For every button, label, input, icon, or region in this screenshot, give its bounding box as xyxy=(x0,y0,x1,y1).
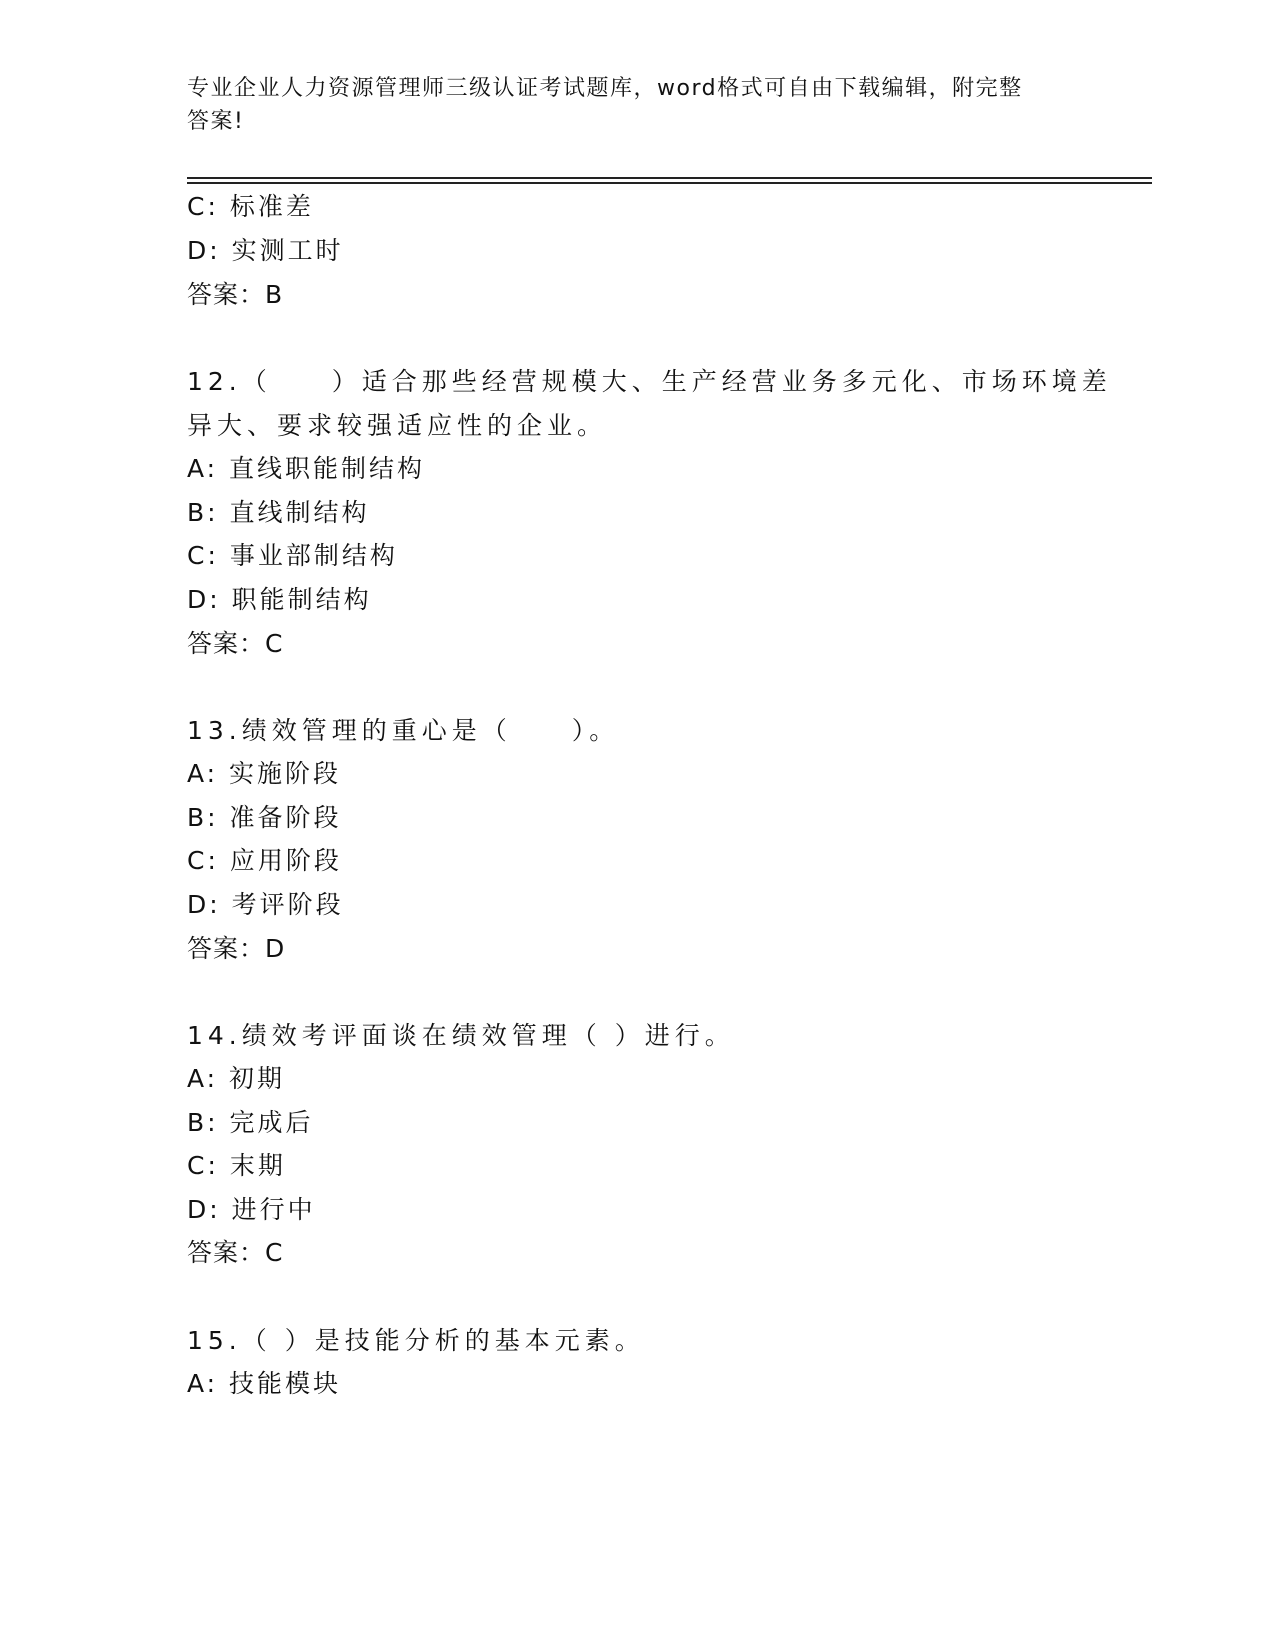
q14-option-d: D: 进行中 xyxy=(187,1195,316,1224)
q14-answer: 答案：C xyxy=(187,1238,284,1267)
q12-option-b: B: 直线制结构 xyxy=(187,498,370,527)
q13-option-c: C: 应用阶段 xyxy=(187,846,342,875)
header-line-1: 专业企业人力资源管理师三级认证考试题库，word格式可自由下载编辑，附完整 xyxy=(187,76,1023,101)
q14-stem: 14.绩效考评面谈在绩效管理（ ）进行。 xyxy=(187,1021,735,1050)
q13-stem: 13.绩效管理的重心是（ ）。 xyxy=(187,716,620,745)
q15-option-a: A: 技能模块 xyxy=(187,1369,342,1398)
q12-answer: 答案：C xyxy=(187,629,284,658)
q12-option-a: A: 直线职能制结构 xyxy=(187,454,426,483)
q14-option-a: A: 初期 xyxy=(187,1064,286,1093)
q13-option-d: D: 考评阶段 xyxy=(187,890,344,919)
q11-answer: 答案：B xyxy=(187,280,284,309)
header-line-2: 答案! xyxy=(187,109,245,134)
header-divider-top xyxy=(187,177,1152,179)
q12-stem-line-1: 12.（ ）适合那些经营规模大、生产经营业务多元化、市场环境差 xyxy=(187,367,1112,396)
q12-option-c: C: 事业部制结构 xyxy=(187,541,398,570)
document-header xyxy=(187,72,1067,138)
q14-option-c: C: 末期 xyxy=(187,1151,286,1180)
q13-option-b: B: 准备阶段 xyxy=(187,803,342,832)
q12-stem-line-2: 异大、要求较强适应性的企业。 xyxy=(187,411,608,440)
q15-stem: 15.（ ）是技能分析的基本元素。 xyxy=(187,1326,645,1355)
q13-option-a: A: 实施阶段 xyxy=(187,759,342,788)
q11-option-d: D: 实测工时 xyxy=(187,236,344,265)
q12-option-d: D: 职能制结构 xyxy=(187,585,372,614)
q14-option-b: B: 完成后 xyxy=(187,1108,314,1137)
header-divider-bottom xyxy=(187,182,1152,184)
q11-option-c: C: 标准差 xyxy=(187,192,314,221)
q13-answer: 答案：D xyxy=(187,934,286,963)
